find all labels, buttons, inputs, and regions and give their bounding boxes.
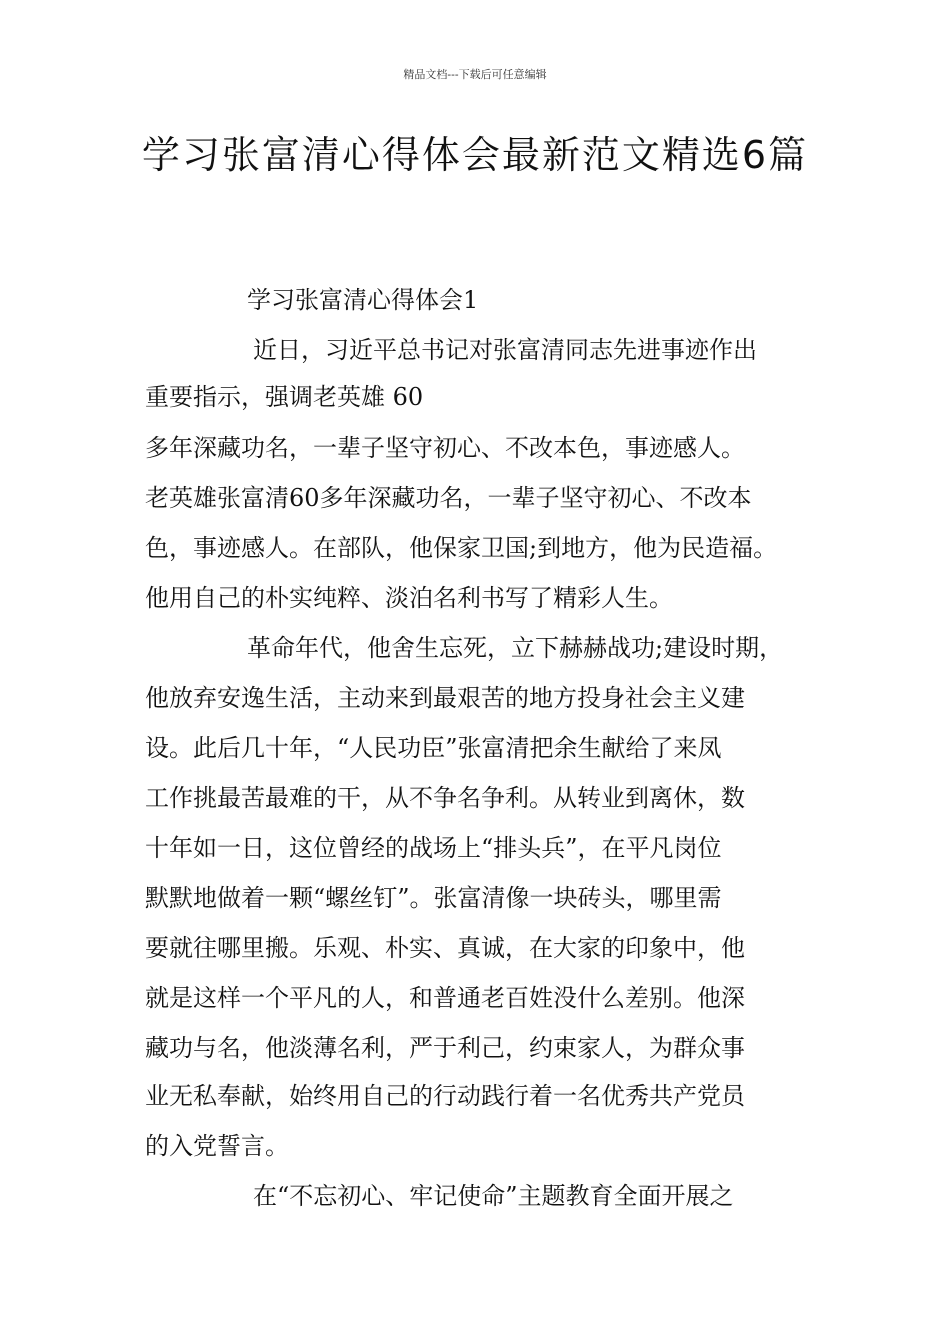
paragraph-line: 工作挑最苦最难的干，从不争名争利。从转业到离休，数 bbox=[145, 784, 745, 812]
paragraph-line: 业无私奉献，始终用自己的行动践行着一名优秀共产党员 bbox=[145, 1082, 745, 1110]
paragraph-line: 革命年代，他舍生忘死，立下赫赫战功;建设时期， bbox=[247, 634, 784, 662]
paragraph-line: 藏功与名，他淡薄名利，严于利己，约束家人，为群众事 bbox=[145, 1034, 745, 1062]
header-note: 精品文档---下载后可任意编辑 bbox=[403, 68, 547, 81]
paragraph-line: 多年深藏功名，一辈子坚守初心、不改本色，事迹感人。 bbox=[145, 434, 745, 462]
paragraph-line: 在“不忘初心、牢记使命”主题教育全面开展之 bbox=[253, 1182, 734, 1210]
paragraph-line: 近日，习近平总书记对张富清同志先进事迹作出 bbox=[253, 336, 757, 364]
paragraph-line: 他用自己的朴实纯粹、淡泊名利书写了精彩人生。 bbox=[145, 584, 673, 612]
section-heading: 学习张富清心得体会1 bbox=[247, 286, 479, 314]
paragraph-line: 默默地做着一颗“螺丝钉”。张富清像一块砖头，哪里需 bbox=[145, 884, 722, 912]
paragraph-line: 的入党誓言。 bbox=[145, 1132, 289, 1160]
paragraph-line: 十年如一日，这位曾经的战场上“排头兵”，在平凡岗位 bbox=[145, 834, 722, 862]
paragraph-line: 重要指示，强调老英雄 60 bbox=[145, 383, 424, 411]
paragraph-line: 就是这样一个平凡的人，和普通老百姓没什么差别。他深 bbox=[145, 984, 745, 1012]
document-title: 学习张富清心得体会最新范文精选6篇 bbox=[141, 133, 809, 177]
paragraph-line: 他放弃安逸生活，主动来到最艰苦的地方投身社会主义建 bbox=[145, 684, 745, 712]
paragraph-line: 要就往哪里搬。乐观、朴实、真诚，在大家的印象中，他 bbox=[145, 934, 745, 962]
paragraph-line: 色，事迹感人。在部队，他保家卫国;到地方，他为民造福。 bbox=[145, 534, 778, 562]
paragraph-line: 老英雄张富清60多年深藏功名，一辈子坚守初心、不改本 bbox=[145, 484, 752, 512]
paragraph-line: 设。此后几十年，“人民功臣”张富清把余生献给了来凤 bbox=[145, 734, 722, 762]
